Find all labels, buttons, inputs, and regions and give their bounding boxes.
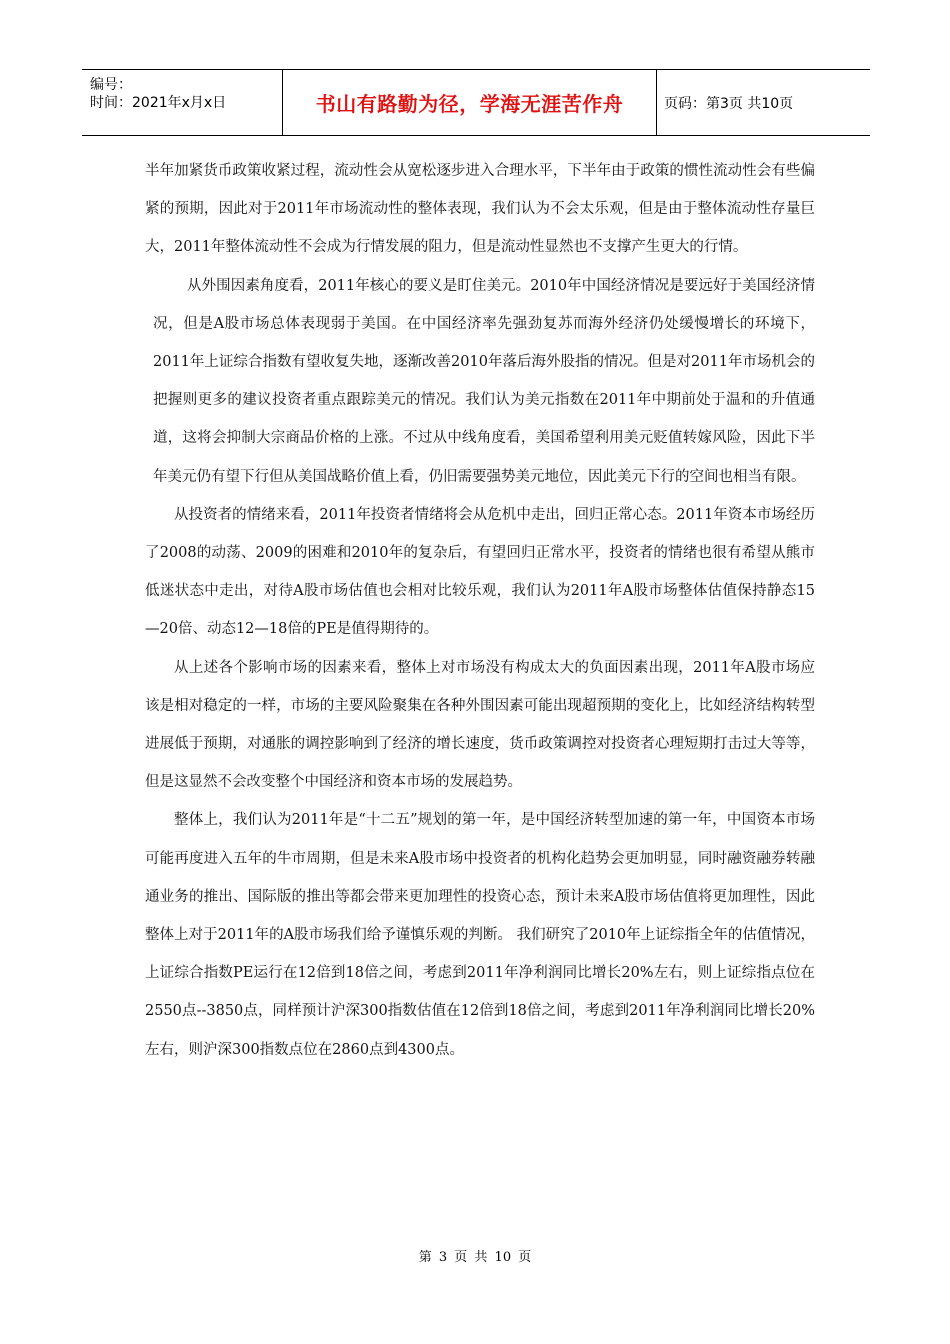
header-divider-right xyxy=(656,70,657,135)
page-footer: 第 3 页 共 10 页 xyxy=(418,1250,532,1265)
paragraph-overall-judgement: 整体上，我们认为2011年是“十二五”规划的第一年，是中国经济转型加速的第一年，中国资本市场可能再度进入五年的牛市周期，但是未来A股市场中投资者的机构化趋势会更加明显，同时融资融券转融通业务的推出、国际版的推出等都会带来更加理性的投资心态，预计未来A股市场估值将更加理性，因此整体上对于2011年的A股市场我们给予谨慎乐观的判断。 我们研究了2010年上证综指全年的估值情况，上证综合指数PE运行在12倍到18倍之间，考虑到2011年净利润同比增长20%左右，则上证综指点位在2550点--3850点，同样预计沪深300指数估值在12倍到18倍之间，考虑到2011年净利润同比增长20%左右，则沪深300指数点位在2860点到4300点。 xyxy=(145,812,815,1058)
header-motto: 书山有路勤为径，学海无涯苦作舟 xyxy=(315,92,624,116)
paragraph-investor-sentiment: 从投资者的情绪来看，2011年投资者情绪将会从危机中走出，回归正常心态。2011年资本市场经历了2008的动荡、2009的困难和2010年的复杂后，有望回归正常水平，投资者的情绪也很有希望从熊市低迷状态中走出，对待A股市场估值也会相对比较乐观，我们认为2011年A股市场整体估值保持静态15—20倍、动态12—18倍的PE是值得期待的。 xyxy=(145,506,815,638)
document-body xyxy=(145,152,815,1069)
paragraph-external-factors: 从外围因素角度看，2011年核心的要义是盯住美元。2010年中国经济情况是要远好于美国经济情况，但是A股市场总体表现弱于美国。在中国经济率先强劲复苏而海外经济仍处缓慢增长的环境下，2011年上证综合指数有望收复失地，逐渐改善2010年落后海外股指的情况。但是对2011年市场机会的把握则更多的建议投资者重点跟踪美元的情况。我们认为美元指数在2011年中期前处于温和的升值通道，这将会抑制大宗商品价格的上涨。不过从中线角度看，美国希望利用美元贬值转嫁风险，因此下半年美元仍有望下行但从美国战略价值上看，仍旧需要强势美元地位，因此美元下行的空间也相当有限。 xyxy=(153,277,815,485)
document-date: 时间：2021年x月x日 xyxy=(90,95,227,111)
header-meta xyxy=(82,70,282,135)
document-number-label: 编号： xyxy=(90,77,132,93)
paragraph-liquidity: 半年加紧货币政策收紧过程，流动性会从宽松逐步进入合理水平，下半年由于政策的惯性流动性会有些偏紧的预期，因此对于2011年市场流动性的整体表现，我们认为不会太乐观，但是由于整体流动性存量巨大，2011年整体流动性不会成为行情发展的阻力，但是流动性显然也不支撑产生更大的行情。 xyxy=(145,163,815,256)
paragraph-risk-factors: 从上述各个影响市场的因素来看，整体上对市场没有构成太大的负面因素出现，2011年A股市场应该是相对稳定的一样，市场的主要风险聚集在各种外围因素可能出现超预期的变化上，比如经济结构转型进展低于预期，对通胀的调控影响到了经济的增长速度，货币政策调控对投资者心理短期打击过大等等，但是这显然不会改变整个中国经济和资本市场的发展趋势。 xyxy=(145,659,815,791)
header-page-info: 页码：第3页 共10页 xyxy=(664,95,794,112)
document-header xyxy=(82,69,870,136)
